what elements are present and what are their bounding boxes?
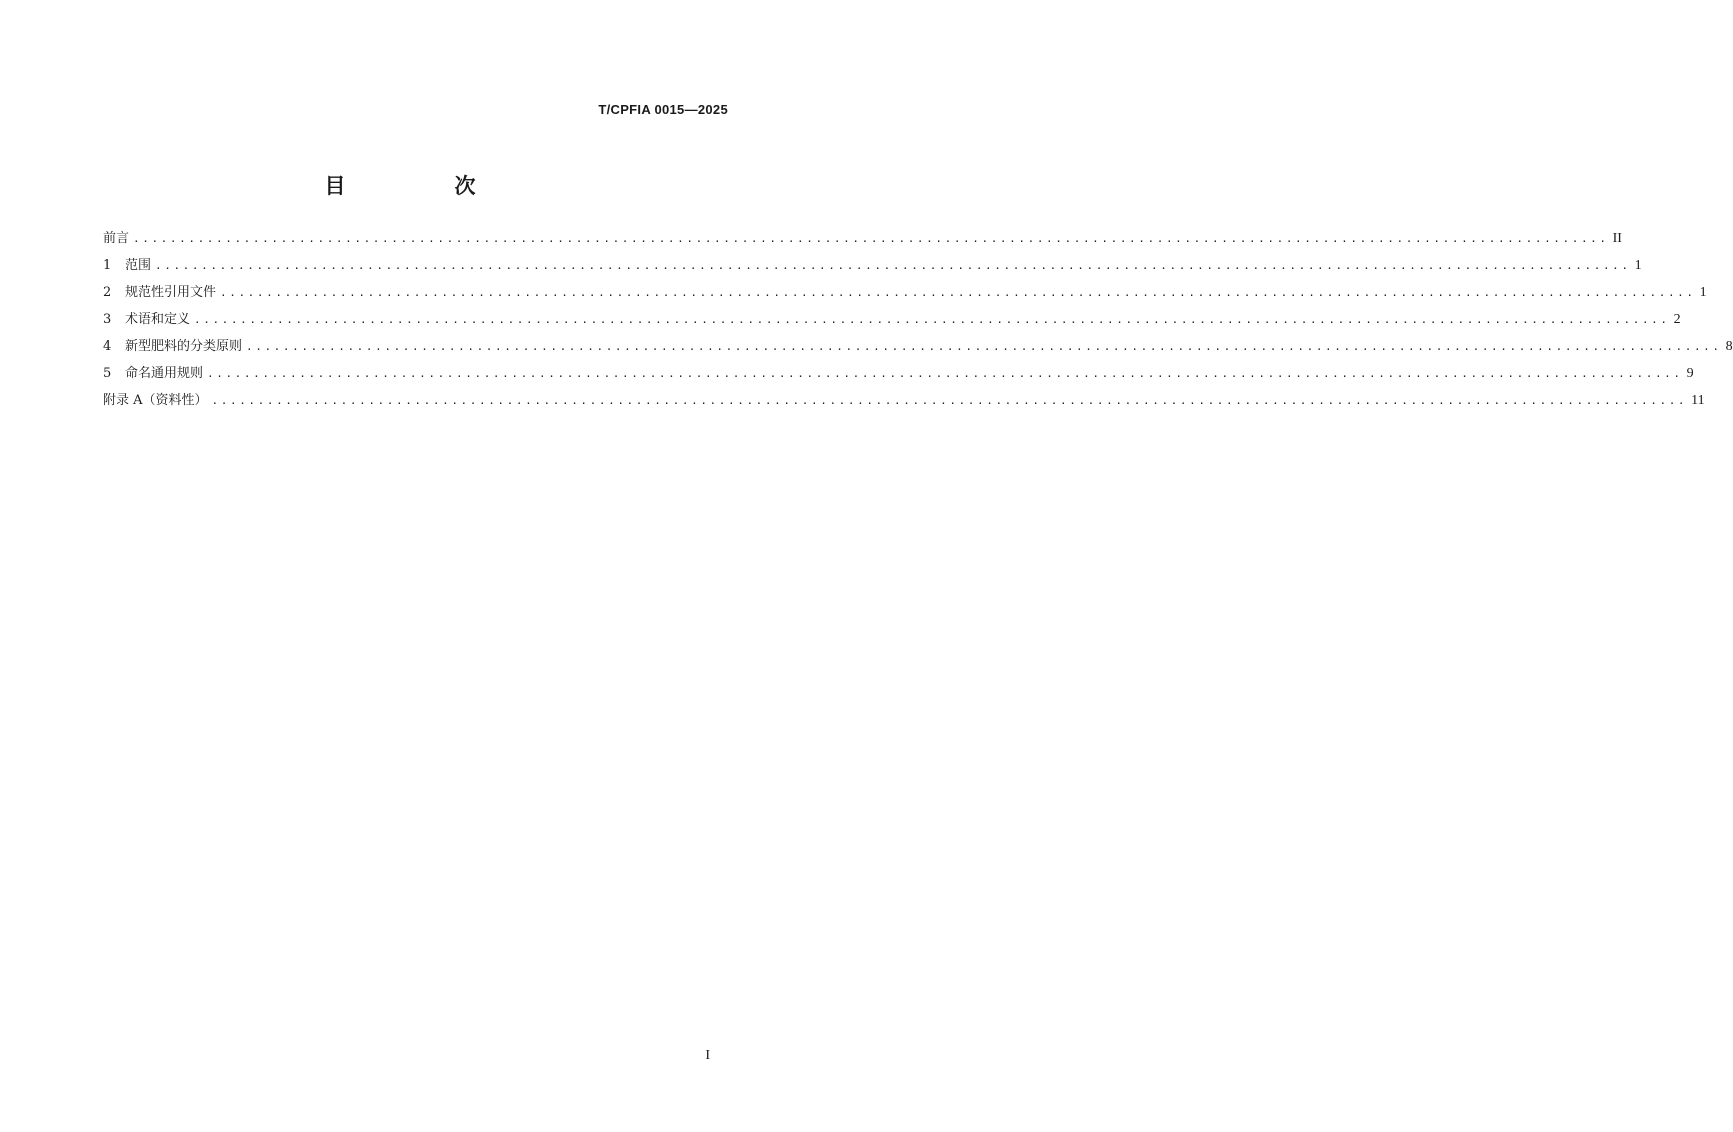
toc-entry-label: 命名通用规则 (125, 366, 204, 381)
toc-entry-label: 术语和定义 (125, 312, 191, 327)
toc-entry-page: 1 (1634, 258, 1642, 273)
toc-entry-page: 1 (1699, 285, 1707, 300)
toc-entry-label: 范围 (125, 258, 152, 273)
toc-entry-number: 5 (103, 366, 112, 381)
toc-entry-classification[interactable] (103, 335, 1733, 362)
toc-leader-dots: ................................................................................................................................................................ (194, 313, 1670, 326)
toc-entry-number: 2 (103, 285, 112, 300)
toc-leader-dots: ................................................................................................................................................................ (207, 367, 1683, 380)
toc-entry-terms-definitions[interactable] (103, 308, 1681, 335)
toc-entry-page: 2 (1673, 312, 1681, 327)
page-title: 目 次 (324, 174, 520, 198)
toc-entry-page: 8 (1725, 339, 1733, 354)
toc-entry-scope[interactable] (103, 254, 1642, 281)
toc-entry-page: 11 (1691, 393, 1705, 408)
toc-list (103, 227, 1733, 416)
toc-entry-foreword[interactable] (103, 227, 1622, 254)
toc-leader-dots: ................................................................................................................................................................ (155, 259, 1631, 272)
toc-entry-label: 新型肥料的分类原则 (125, 339, 243, 354)
toc-entry-label: 附录 A（资料性） (103, 393, 208, 408)
toc-entry-label: 前言 (103, 231, 130, 246)
toc-leader-dots: ................................................................................................................................................................ (211, 394, 1688, 407)
toc-leader-dots: ................................................................................................................................................................ (246, 340, 1722, 353)
toc-entry-label: 规范性引用文件 (125, 285, 217, 300)
toc-entry-number: 3 (103, 312, 112, 327)
toc-leader-dots: ................................................................................................................................................................ (133, 232, 1609, 245)
document-code: T/CPFIA 0015—2025 (598, 102, 728, 117)
toc-entry-page: 9 (1686, 366, 1694, 381)
toc-entry-appendix-a[interactable] (103, 389, 1705, 416)
toc-entry-number: 1 (103, 258, 112, 273)
toc-entry-naming-rules[interactable] (103, 362, 1694, 389)
toc-entry-normative-references[interactable] (103, 281, 1707, 308)
toc-entry-number: 4 (103, 339, 112, 354)
toc-entry-page: II (1612, 231, 1622, 246)
page-number: I (705, 1048, 710, 1063)
toc-leader-dots: ................................................................................................................................................................ (220, 286, 1696, 299)
